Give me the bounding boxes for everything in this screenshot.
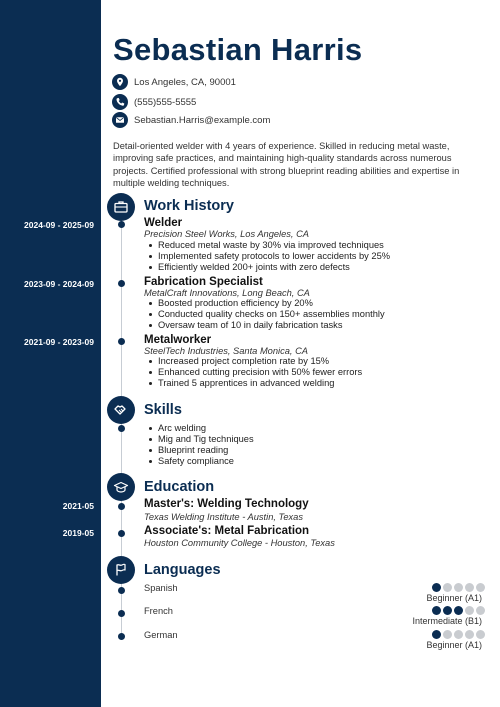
skill-item: Blueprint reading (158, 445, 254, 456)
job-dates: 2024-09 - 2025-09 (24, 220, 94, 230)
profile-summary: Detail-oriented welder with 4 years of experience. Skilled in reducing metal waste, improving safe practices, and maintaining high-quality standards across numerous projects. Certified professional with strong blueprint reading abilities and expertise in multiple welding techniques. (113, 141, 460, 189)
timeline-dot (118, 503, 125, 510)
skill-item: Safety compliance (158, 456, 254, 467)
education-degree: Associate's: Metal Fabrication (144, 525, 310, 537)
job-title: Metalworker (144, 334, 212, 346)
rating-dot-filled (443, 606, 452, 615)
language-name: French (144, 606, 173, 616)
job-company: Precision Steel Works, Los Angeles, CA (144, 229, 310, 239)
phone-text: (555)555-5555 (134, 96, 197, 108)
contact-phone (112, 93, 196, 111)
candidate-name: Sebastian Harris (113, 32, 363, 67)
timeline-dot (118, 610, 125, 617)
job-dates: 2023-09 - 2024-09 (24, 279, 94, 289)
language-level: Beginner (A1) (426, 593, 482, 603)
rating-dot-empty (465, 606, 474, 615)
rating-dot-empty (476, 630, 485, 639)
rating-dot-empty (476, 606, 485, 615)
rating-dot-empty (454, 583, 463, 592)
skill-item: Mig and Tig techniques (158, 434, 254, 444)
language-name: Spanish (144, 583, 178, 593)
education-heading: Education (144, 479, 215, 495)
job-title: Welder (144, 217, 183, 229)
rating-dot-empty (465, 583, 474, 592)
location-pin-icon (112, 74, 128, 90)
education-degree: Master's: Welding Technology (144, 498, 309, 510)
job-bullet: Boosted production efficiency by 20% (158, 298, 385, 309)
rating-dot-empty (454, 630, 463, 639)
rating-dot-filled (432, 630, 441, 639)
rating-dot-empty (443, 630, 452, 639)
timeline-dot (118, 587, 125, 594)
languages-heading: Languages (144, 562, 221, 578)
job-bullet: Reduced metal waste by 30% via improved techniques (158, 240, 390, 251)
rating-dot-filled (432, 583, 441, 592)
education-school: Texas Welding Institute - Austin, Texas (144, 512, 303, 522)
language-rating (432, 630, 485, 639)
graduation-cap-icon (107, 473, 135, 501)
education-date: 2021-05 (62, 501, 94, 511)
rating-dot-empty (443, 583, 452, 592)
contact-email (112, 111, 270, 129)
language-name: German (144, 630, 178, 640)
job-title: Fabrication Specialist (144, 276, 263, 288)
contact-address (112, 73, 236, 91)
rating-dot-empty (476, 583, 485, 592)
rating-dot-filled (454, 606, 463, 615)
job-bullet: Conducted quality checks on 150+ assemblies monthly (158, 309, 385, 319)
job-bullet: Implemented safety protocols to lower accidents by 25% (158, 251, 391, 261)
job-dates: 2021-09 - 2023-09 (24, 337, 94, 347)
language-level: Intermediate (B1) (412, 616, 482, 626)
timeline-dot (118, 633, 125, 640)
skills-heading: Skills (144, 402, 182, 418)
rating-dot-filled (432, 606, 441, 615)
skills-list (158, 423, 254, 467)
language-level: Beginner (A1) (426, 640, 482, 650)
skill-item: Arc welding (158, 423, 254, 434)
education-date: 2019-05 (62, 528, 94, 538)
job-bullet: Oversaw team of 10 in daily fabrication tasks (158, 320, 385, 331)
job-bullets (158, 240, 390, 273)
language-rating (432, 583, 485, 592)
flag-icon (107, 556, 135, 584)
job-bullet: Trained 5 apprentices in advanced welding (158, 378, 362, 389)
timeline-dot (118, 425, 125, 432)
briefcase-icon (107, 193, 135, 221)
rating-dot-empty (465, 630, 474, 639)
phone-icon (112, 94, 128, 110)
work-history-heading: Work History (144, 198, 234, 214)
timeline-dot (118, 221, 125, 228)
email-text[interactable]: Sebastian.Harris@example.com (134, 114, 271, 126)
job-bullet: Increased project completion rate by 15% (158, 356, 362, 367)
timeline-dot (118, 530, 125, 537)
timeline-dot (118, 338, 125, 345)
timeline-dot (118, 280, 125, 287)
job-company: SteelTech Industries, Santa Monica, CA (144, 346, 308, 356)
address-text: Los Angeles, CA, 90001 (134, 76, 236, 88)
envelope-icon (112, 112, 128, 128)
language-rating (432, 606, 485, 615)
job-bullets (158, 298, 385, 331)
job-bullet: Efficiently welded 200+ joints with zero defects (158, 262, 390, 273)
sidebar (0, 0, 101, 707)
job-bullets (158, 356, 362, 389)
education-school: Houston Community College - Houston, Texas (144, 538, 335, 548)
handshake-icon (107, 396, 135, 424)
job-company: MetalCraft Innovations, Long Beach, CA (144, 288, 310, 298)
job-bullet: Enhanced cutting precision with 50% fewer errors (158, 367, 363, 377)
